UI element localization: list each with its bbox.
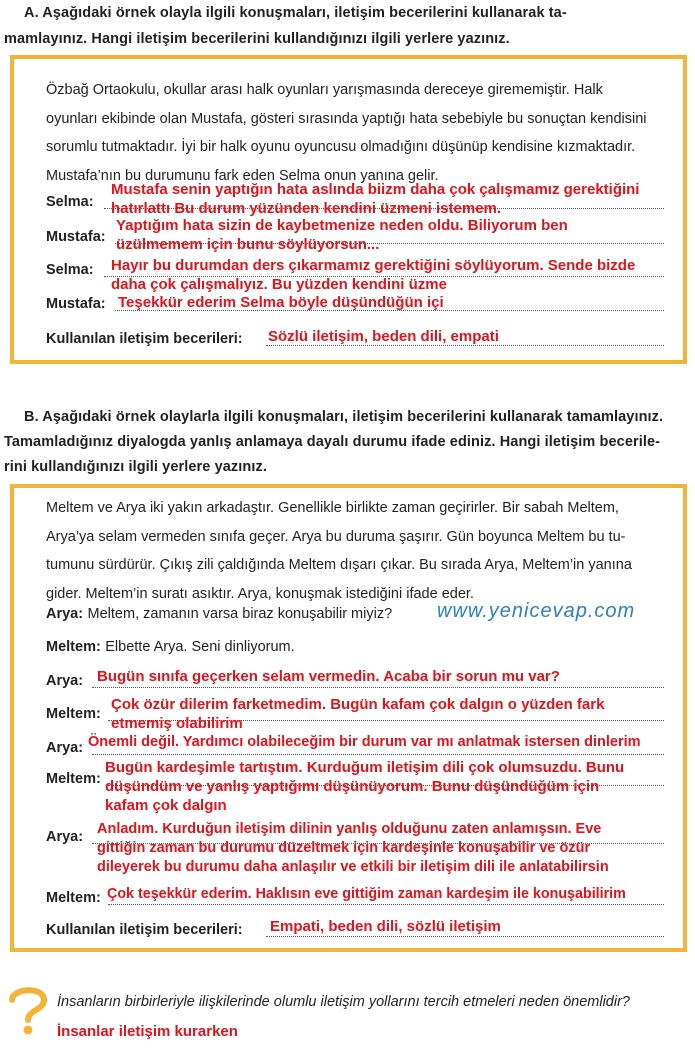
section-a-story bbox=[46, 76, 676, 190]
answer-line-text: Anladım. Kurduğun iletişim dilinin yanlış olduğunu zaten anlamışsın. Eve bbox=[97, 821, 602, 837]
story-line: Meltem ve Arya iki yakın arkadaştır. Genellikle birlikte zaman geçirirler. Bir sabah Meltem, bbox=[46, 500, 619, 516]
story-line: gider. Meltem’in suratı asıktır. Arya, konuşmak istediğini ifade eder. bbox=[46, 585, 474, 602]
answer-text bbox=[111, 695, 604, 733]
answer-line-text: Hayır bu durumdan ders çıkarmamız gerektiğini söylüyorum. Sende bizde bbox=[111, 257, 636, 274]
given-line bbox=[46, 605, 392, 623]
answer-text bbox=[105, 758, 624, 815]
speaker-label: Selma: bbox=[46, 262, 94, 278]
answer-line-text: Bugün sınıfa geçerken selam vermedin. Acaba bir sorun mu var? bbox=[97, 668, 560, 685]
answer-text bbox=[107, 885, 626, 904]
watermark: www.yenicevap.com bbox=[437, 600, 636, 622]
answer-text bbox=[116, 216, 568, 254]
speaker-label: Meltem: bbox=[46, 706, 101, 722]
answer-text bbox=[111, 256, 635, 294]
speaker-label: Mustafa: bbox=[46, 229, 106, 245]
speaker-label: Mustafa: bbox=[46, 296, 106, 312]
answer-line-text: Bugün kardeşimle tartıştım. Kurduğum iletişim dili çok olumsuzdu. Bunu bbox=[105, 759, 625, 776]
answer-text bbox=[97, 820, 609, 877]
skills-answer: Empati, beden dili, sözlü iletişim bbox=[270, 918, 501, 935]
skills-label: Kullanılan iletişim becerileri: bbox=[46, 331, 243, 347]
speaker-label: Meltem: bbox=[46, 890, 101, 906]
section-b-instruction-line3: rini kullandığınızı ilgili yerlere yazınız. bbox=[4, 459, 267, 475]
answer-line bbox=[108, 904, 664, 905]
story-line: Mustafa’nın bu durumunu fark eden Selma onun yanına gelir. bbox=[46, 167, 439, 184]
answer-line-text: Çok özür dilerim farketmedim. Bugün kafam çok dalgın o yüzden fark bbox=[111, 696, 605, 713]
answer-line bbox=[92, 754, 664, 755]
answer-line-text: dileyerek bu durumu daha anlaşılır ve etkili bir iletişim dili ile anlatabilirsin bbox=[97, 859, 609, 875]
question-answer: İnsanlar iletişim kurarken bbox=[57, 1023, 238, 1040]
speaker-label: Arya: bbox=[46, 829, 84, 845]
given-line bbox=[46, 638, 295, 656]
section-b-instruction-line2: Tamamladığınız diyalogda yanlış anlamaya dayalı durumu ifade ediniz. Hangi iletişim becerile- bbox=[4, 434, 661, 450]
section-a-instruction-line1: A. Aşağıdaki örnek olayla ilgili konuşmaları, iletişim becerilerini kullanarak ta- bbox=[24, 5, 567, 21]
answer-line-text: Çok teşekkür ederim. Haklısın eve gittiğim zaman kardeşim ile konuşabilirim bbox=[107, 886, 626, 902]
answer-line-text: Mustafa senin yaptığın hata aslında biizm daha çok çalışmamız gerektiğini bbox=[111, 181, 640, 198]
section-a-instruction-line2: mamlayınız. Hangi iletişim becerilerini kullandığınızı ilgili yerlere yazınız. bbox=[4, 31, 510, 47]
answer-text bbox=[111, 180, 639, 218]
speaker-label: Meltem: bbox=[46, 771, 101, 787]
skills-answer-line bbox=[266, 936, 664, 937]
question-text: İnsanların birbirleriyle ilişkilerinde olumlu iletişim yollarını tercih etmeleri neden önemlidir? bbox=[57, 994, 630, 1010]
story-line: Özbağ Ortaokulu, okullar arası halk oyunları yarışmasında dereceye girememiştir. Halk bbox=[46, 82, 603, 98]
speaker-label: Arya: bbox=[46, 740, 84, 756]
answer-text bbox=[97, 667, 560, 686]
answer-line-text: etmemiş olabilirim bbox=[111, 715, 243, 732]
question-mark-icon bbox=[6, 984, 50, 1036]
answer-line-text: Önemli değil. Yardımcı olabileceğim bir durum var mı anlatmak istersen dinlerim bbox=[88, 734, 641, 750]
answer-line-text: daha çok çalışmalıyız. Bu yüzden kendini üzme bbox=[111, 276, 447, 293]
answer-line-text: Teşekkür ederim Selma böyle düşündüğün içi bbox=[118, 294, 444, 311]
story-line: sorumlu tutmaktadır. İyi bir halk oyunu oyuncusu olmadığını düşünüp kendisine kızmaktadır. bbox=[46, 139, 636, 155]
section-b-instruction-line1: B. Aşağıdaki örnek olaylarla ilgili konuşmaları, iletişim becerilerini kullanarak tamamlayınız. bbox=[24, 409, 664, 425]
speaker-label: Arya: bbox=[46, 673, 84, 689]
speaker-label: Meltem: bbox=[46, 639, 101, 655]
story-line: tumunu sürdürür. Çıkış zili çaldığında Meltem dışarı çıkar. Bu sırada Arya, Meltem’in yanına bbox=[46, 557, 632, 573]
skills-label: Kullanılan iletişim becerileri: bbox=[46, 922, 243, 938]
given-text: Elbette Arya. Seni dinliyorum. bbox=[105, 639, 295, 655]
answer-text bbox=[88, 733, 641, 752]
speaker-label: Arya: bbox=[46, 606, 84, 622]
answer-line bbox=[92, 687, 664, 688]
answer-line-text: kafam çok dalgın bbox=[105, 797, 227, 814]
answer-text bbox=[118, 293, 444, 312]
section-b-story bbox=[46, 494, 676, 608]
answer-line-text: üzülmemem için bunu söylüyorsun... bbox=[116, 236, 380, 253]
answer-line-text: Yaptığım hata sizin de kaybetmenize neden oldu. Biliyorum ben bbox=[116, 217, 568, 234]
story-line: Arya’ya selam vermeden sınıfa geçer. Arya bu duruma şaşırır. Gün boyunca Meltem bu tu- bbox=[46, 528, 626, 545]
skills-answer: Sözlü iletişim, beden dili, empati bbox=[268, 328, 499, 345]
answer-line-text: hatırlattı Bu durum yüzünden kendini üzmeni istemem. bbox=[111, 200, 502, 217]
story-line: oyunları ekibinde olan Mustafa, gösteri sırasında yaptığı hata sebebiyle bu sonuçtan kendisini bbox=[46, 110, 647, 127]
answer-line-text: gittiğin zaman bu durumu düzeltmek için kardeşinle konuşabilir ve özür bbox=[97, 840, 591, 856]
given-text: Meltem, zamanın varsa biraz konuşabilir miyiz? bbox=[87, 606, 393, 622]
speaker-label: Selma: bbox=[46, 194, 94, 210]
answer-line-text: düşündüm ve yanlış yaptığımı düşünüyorum. Bunu düşündüğüm için bbox=[105, 778, 600, 795]
